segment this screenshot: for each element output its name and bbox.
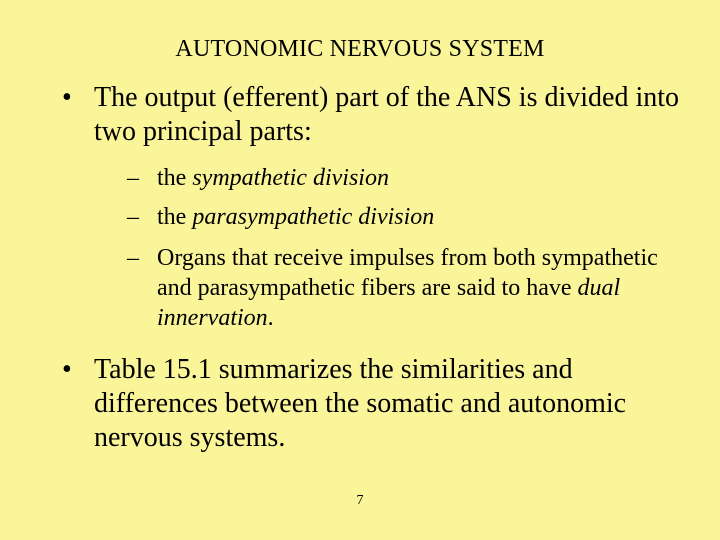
sub-item-emphasis: dual innervation bbox=[157, 275, 621, 331]
dash-marker: – bbox=[127, 204, 139, 230]
bullet-marker: • bbox=[62, 82, 72, 113]
slide-title: AUTONOMIC NERVOUS SYSTEM bbox=[175, 36, 545, 62]
sub-item-suffix: . bbox=[267, 305, 274, 331]
page-number: 7 bbox=[356, 493, 364, 508]
sub-item-text bbox=[157, 243, 697, 333]
bullet-marker: • bbox=[62, 354, 72, 385]
dash-marker: – bbox=[127, 165, 139, 191]
sub-item-prefix: the bbox=[157, 204, 193, 230]
sub-item-text bbox=[157, 163, 697, 193]
sub-item-emphasis: sympathetic division bbox=[192, 165, 389, 191]
sub-item-emphasis: parasympathetic division bbox=[192, 204, 435, 230]
bullet-text: Table 15.1 summarizes the similarities and differences between the somatic and autonomic nervous systems. bbox=[94, 354, 627, 453]
sub-item-prefix: the bbox=[157, 165, 193, 191]
sub-item-text bbox=[157, 202, 697, 232]
bullet-text: The output (efferent) part of the ANS is divided into two principal parts: bbox=[94, 82, 680, 147]
sub-item-prefix: Organs that receive impulses from both sympathetic and parasympathetic fibers are said to have bbox=[157, 245, 658, 301]
dash-marker: – bbox=[127, 245, 139, 271]
